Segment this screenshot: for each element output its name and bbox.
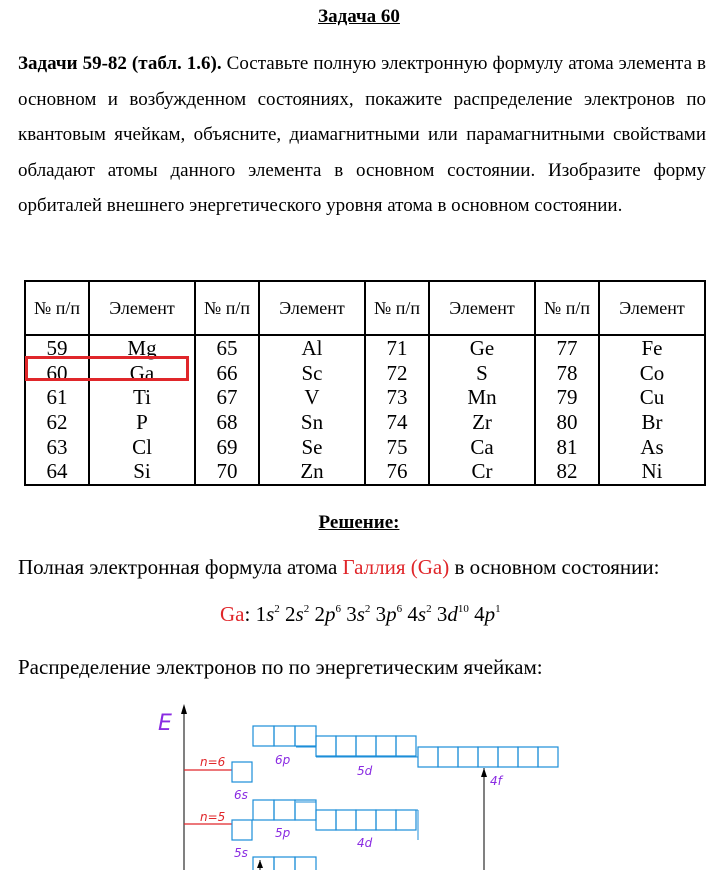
- orbital-cell-4p: [253, 857, 274, 870]
- solution-heading: Решение:: [318, 512, 400, 533]
- axis-label: E: [158, 711, 172, 736]
- axis-arrow-icon: [181, 704, 187, 714]
- cell-element: Cu: [599, 385, 705, 410]
- orbital-cell-5d: [396, 736, 416, 756]
- cell-element: Cr: [429, 459, 535, 485]
- cell-number: 69: [195, 434, 259, 459]
- formula-symbol: Ga: [220, 602, 245, 626]
- cell-number: 62: [25, 410, 89, 435]
- cell-number: 65: [195, 335, 259, 361]
- cell-element: S: [429, 361, 535, 386]
- column-header-element: Элемент: [599, 281, 705, 335]
- cell-element: Se: [259, 434, 365, 459]
- orbital-cell-4d: [336, 810, 356, 830]
- cell-number: 70: [195, 459, 259, 485]
- sublevel-label: 5p: [275, 826, 291, 840]
- table-row: [25, 385, 705, 410]
- cell-number: 66: [195, 361, 259, 386]
- task-text: [18, 46, 706, 224]
- cell-number: 67: [195, 385, 259, 410]
- level-label-n5: n=5: [200, 810, 226, 824]
- highlight-box: [25, 356, 189, 381]
- cell-number: 59: [25, 335, 89, 361]
- cell-element: Ga: [89, 361, 195, 386]
- cell-number: 61: [25, 385, 89, 410]
- cell-element: Mn: [429, 385, 535, 410]
- cell-element: Ni: [599, 459, 705, 485]
- column-header-number: № п/п: [25, 281, 89, 335]
- orbital-cell-4f: [498, 747, 518, 767]
- cell-element: Zn: [259, 459, 365, 485]
- cell-number: 68: [195, 410, 259, 435]
- cell-number: 75: [365, 434, 429, 459]
- orbital-cells: [232, 726, 558, 870]
- orbital-cell-6s: [232, 762, 252, 782]
- cell-element: Mg: [89, 335, 195, 361]
- formula-term: $3d^{10}$: [436, 602, 469, 626]
- f-marker-arrow-icon: [481, 768, 487, 777]
- formula-term: $3p^6$: [375, 602, 403, 626]
- page-title: Задача 60: [318, 6, 400, 27]
- task-body: Составьте полную электронную формулу атома элемента в основном и возбужденном состояниях, покажите распределение электронов по квантовым ячейкам, объясните, диамагнитными или парамагнитными свойствами обладают атомы данного элемента в основном состоянии. Изобразите форму орбиталей внешнего энергетического уровня атома в основном состоянии.: [18, 53, 707, 217]
- orbital-cell-4p: [295, 857, 316, 870]
- lower-marker-arrow-icon: [257, 860, 263, 868]
- sublevel-label: 5s: [234, 846, 248, 860]
- orbital-cell-5d: [316, 736, 336, 756]
- cell-number: 74: [365, 410, 429, 435]
- task-lead: Задачи 59-82 (табл. 1.6).: [18, 53, 222, 74]
- cell-element: Sn: [259, 410, 365, 435]
- cell-number: 78: [535, 361, 599, 386]
- orbital-cell-4f: [538, 747, 558, 767]
- orbital-cell-5p: [253, 800, 274, 820]
- column-header-number: № п/п: [535, 281, 599, 335]
- cell-number: 77: [535, 335, 599, 361]
- orbital-cell-6p: [295, 726, 316, 746]
- cell-number: 60: [25, 361, 89, 386]
- orbital-cell-6p: [274, 726, 295, 746]
- cell-element: Al: [259, 335, 365, 361]
- sublevel-label: 6s: [234, 788, 248, 802]
- orbital-cell-6p: [253, 726, 274, 746]
- cell-element: P: [89, 410, 195, 435]
- orbital-cell-5d: [376, 736, 396, 756]
- orbital-cell-4d: [356, 810, 376, 830]
- formula-term: $3s^2$: [346, 602, 371, 626]
- column-header-number: № п/п: [195, 281, 259, 335]
- cell-number: 71: [365, 335, 429, 361]
- elements-table: [24, 280, 706, 486]
- cell-number: 73: [365, 385, 429, 410]
- cell-number: 82: [535, 459, 599, 485]
- cell-element: V: [259, 385, 365, 410]
- energy-diagram: [0, 700, 718, 870]
- cell-number: 76: [365, 459, 429, 485]
- electron-formula: Ga: $1s^2$ $2s^2$ $2p^6$ $3s^2$ $3p^6$ $4s^2$ $3d^{10}$ $4p^1$: [220, 602, 501, 626]
- sublevel-label: 4d: [357, 836, 373, 850]
- cell-number: 81: [535, 434, 599, 459]
- sentence-formula-intro: [18, 555, 659, 580]
- element-name: Галлия (Ga): [342, 555, 450, 579]
- orbital-cell-4f: [458, 747, 478, 767]
- cell-number: 72: [365, 361, 429, 386]
- formula-term: $1s^2$: [255, 602, 280, 626]
- cell-number: 64: [25, 459, 89, 485]
- sentence-distribution: Распределение электронов по по энергетическим ячейкам:: [18, 655, 543, 679]
- orbital-cell-4f: [478, 747, 498, 767]
- column-header-element: Элемент: [259, 281, 365, 335]
- sublevel-label: 4f: [490, 774, 502, 788]
- cell-number: 80: [535, 410, 599, 435]
- orbital-cell-5d: [356, 736, 376, 756]
- level-label-n6: n=6: [200, 755, 226, 769]
- orbital-cell-5p: [274, 800, 295, 820]
- orbital-cell-4f: [438, 747, 458, 767]
- orbital-cell-4d: [376, 810, 396, 830]
- orbital-cell-4p: [274, 857, 295, 870]
- formula-term: $2p^6$: [314, 602, 341, 626]
- table-row: [25, 434, 705, 459]
- orbital-cell-4d: [316, 810, 336, 830]
- cell-element: Ge: [429, 335, 535, 361]
- table-row: [25, 410, 705, 435]
- cell-number: 79: [535, 385, 599, 410]
- cell-element: Co: [599, 361, 705, 386]
- orbital-cell-5p: [295, 800, 316, 820]
- cell-element: As: [599, 434, 705, 459]
- formula-term: $4p^1$: [474, 602, 501, 626]
- column-header-number: № п/п: [365, 281, 429, 335]
- cell-element: Ti: [89, 385, 195, 410]
- orbital-cell-5d: [336, 736, 356, 756]
- cell-element: Ca: [429, 434, 535, 459]
- cell-element: Si: [89, 459, 195, 485]
- orbital-cell-5s: [232, 820, 252, 840]
- cell-element: Br: [599, 410, 705, 435]
- formula-term: $4s^2$: [407, 602, 432, 626]
- table-row: [25, 459, 705, 485]
- sentence-part: в основном состоянии:: [449, 555, 660, 579]
- cell-number: 63: [25, 434, 89, 459]
- orbital-cell-4f: [418, 747, 438, 767]
- formula-term: $2s^2$: [285, 602, 310, 626]
- orbital-cell-4d: [396, 810, 416, 830]
- sentence-part: Полная электронная формула атома: [18, 555, 343, 579]
- cell-element: Zr: [429, 410, 535, 435]
- cell-element: Cl: [89, 434, 195, 459]
- cell-element: Sc: [259, 361, 365, 386]
- column-header-element: Элемент: [429, 281, 535, 335]
- column-header-element: Элемент: [89, 281, 195, 335]
- sublevel-label: 6p: [275, 753, 291, 767]
- cell-element: Fe: [599, 335, 705, 361]
- sublevel-label: 5d: [357, 764, 373, 778]
- orbital-cell-4f: [518, 747, 538, 767]
